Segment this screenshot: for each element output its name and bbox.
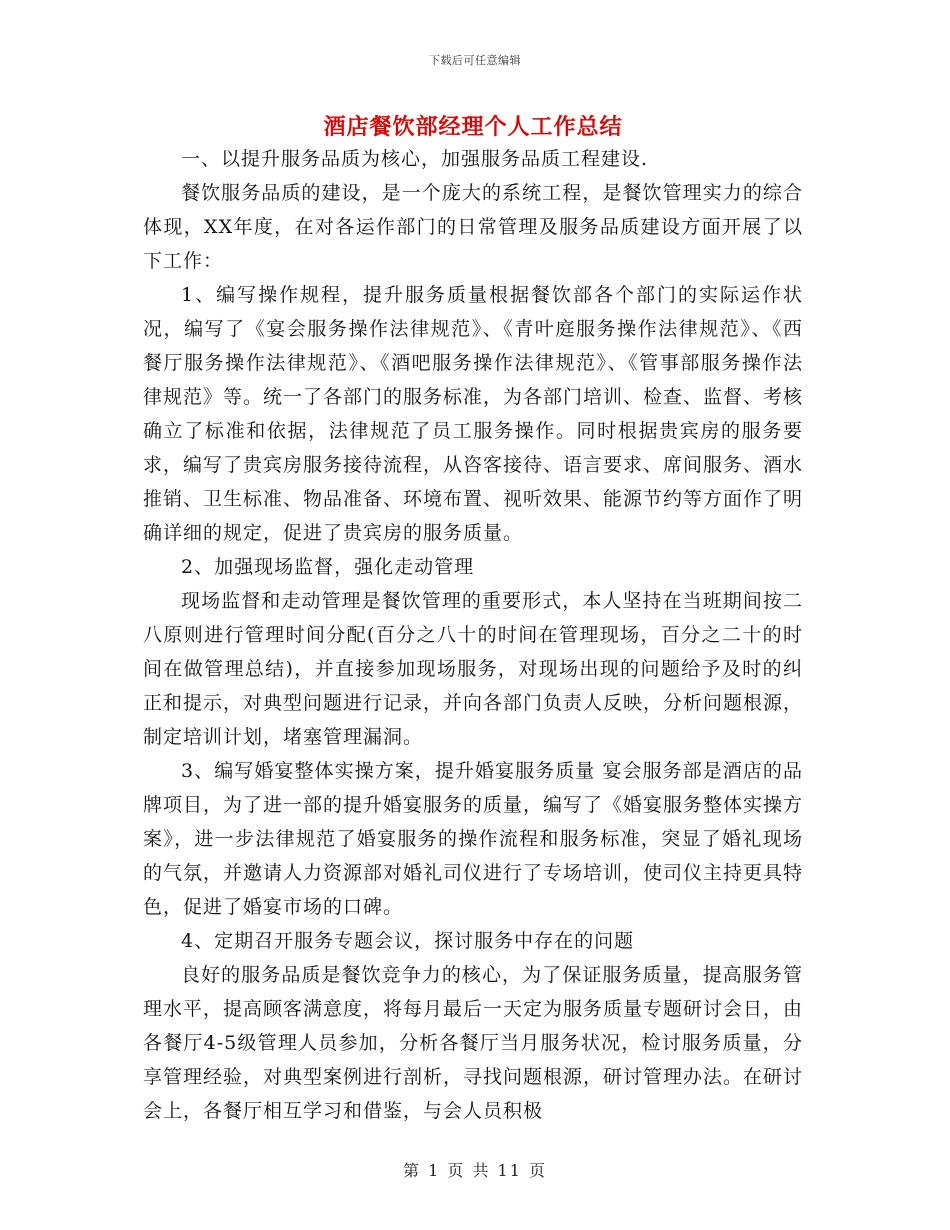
paragraph: 餐饮服务品质的建设，是一个庞大的系统工程，是餐饮管理实力的综合体现，XX年度，在对各运作部门的日常管理及服务品质建设方面开展了以下工作： xyxy=(143,182,803,272)
document-body xyxy=(143,142,803,1128)
page-number-footer: 第 1 页 共 11 页 xyxy=(403,1161,547,1180)
section-heading: 一、以提升服务品质为核心，加强服务品质工程建设. xyxy=(181,148,649,170)
paragraph: 3、编写婚宴整体实操方案，提升婚宴服务质量 宴会服务部是酒店的品牌项目，为了进一部的提升婚宴服务的质量，编写了《婚宴服务整体实操方案》，进一步法律规范了婚宴服务的操作流程和服务标准，突显了婚礼现场的气氛，并邀请人力资源部对婚礼司仪进行了专场培训，使司仪主持更具特色，促进了婚宴市场的口碑。 xyxy=(143,760,804,918)
page-header-note: 下载后可任意编辑 xyxy=(429,54,521,67)
paragraph: 现场监督和走动管理是餐饮管理的重要形式，本人坚持在当班期间按二八原则进行管理时间分配(百分之八十的时间在管理现场，百分之二十的时间在做管理总结)，并直接参加现场服务，对现场出现的问题给予及时的纠正和提示，对典型问题进行记录，并向各部门负责人反映，分析问题根源，制定培训计划，堵塞管理漏洞。 xyxy=(143,590,804,748)
paragraph: 1、编写操作规程，提升服务质量根据餐饮部各个部门的实际运作状况，编写了《宴会服务操作法律规范》、《青叶庭服务操作法律规范》、《西餐厅服务操作法律规范》、《酒吧服务操作法律规范》、《管事部服务操作法律规范》等。统一了各部门的服务标准，为各部门培训、检查、监督、考核确立了标准和依据，法律规范了员工服务操作。同时根据贵宾房的服务要求，编写了贵宾房服务接待流程，从咨客接待、语言要求、席间服务、酒水推销、卫生标准、物品准备、环境布置、视听效果、能源节约等方面作了明确详细的规定，促进了贵宾房的服务质量。 xyxy=(143,284,804,544)
paragraph: 良好的服务品质是餐饮竞争力的核心，为了保证服务质量，提高服务管理水平，提高顾客满意度，将每月最后一天定为服务质量专题研讨会日，由各餐厅4-5级管理人员参加，分析各餐厅当月服务状况，检讨服务质量，分享管理经验，对典型案例进行剖析，寻找问题根源，研讨管理办法。在研讨会上，各餐厅相互学习和借鉴，与会人员积极 xyxy=(143,964,804,1122)
subsection-heading: 2、加强现场监督，强化走动管理 xyxy=(181,556,475,578)
document-page xyxy=(143,112,803,1128)
subsection-heading: 4、定期召开服务专题会议，探讨服务中存在的问题 xyxy=(181,930,635,952)
document-title: 酒店餐饮部经理个人工作总结 xyxy=(323,114,623,140)
